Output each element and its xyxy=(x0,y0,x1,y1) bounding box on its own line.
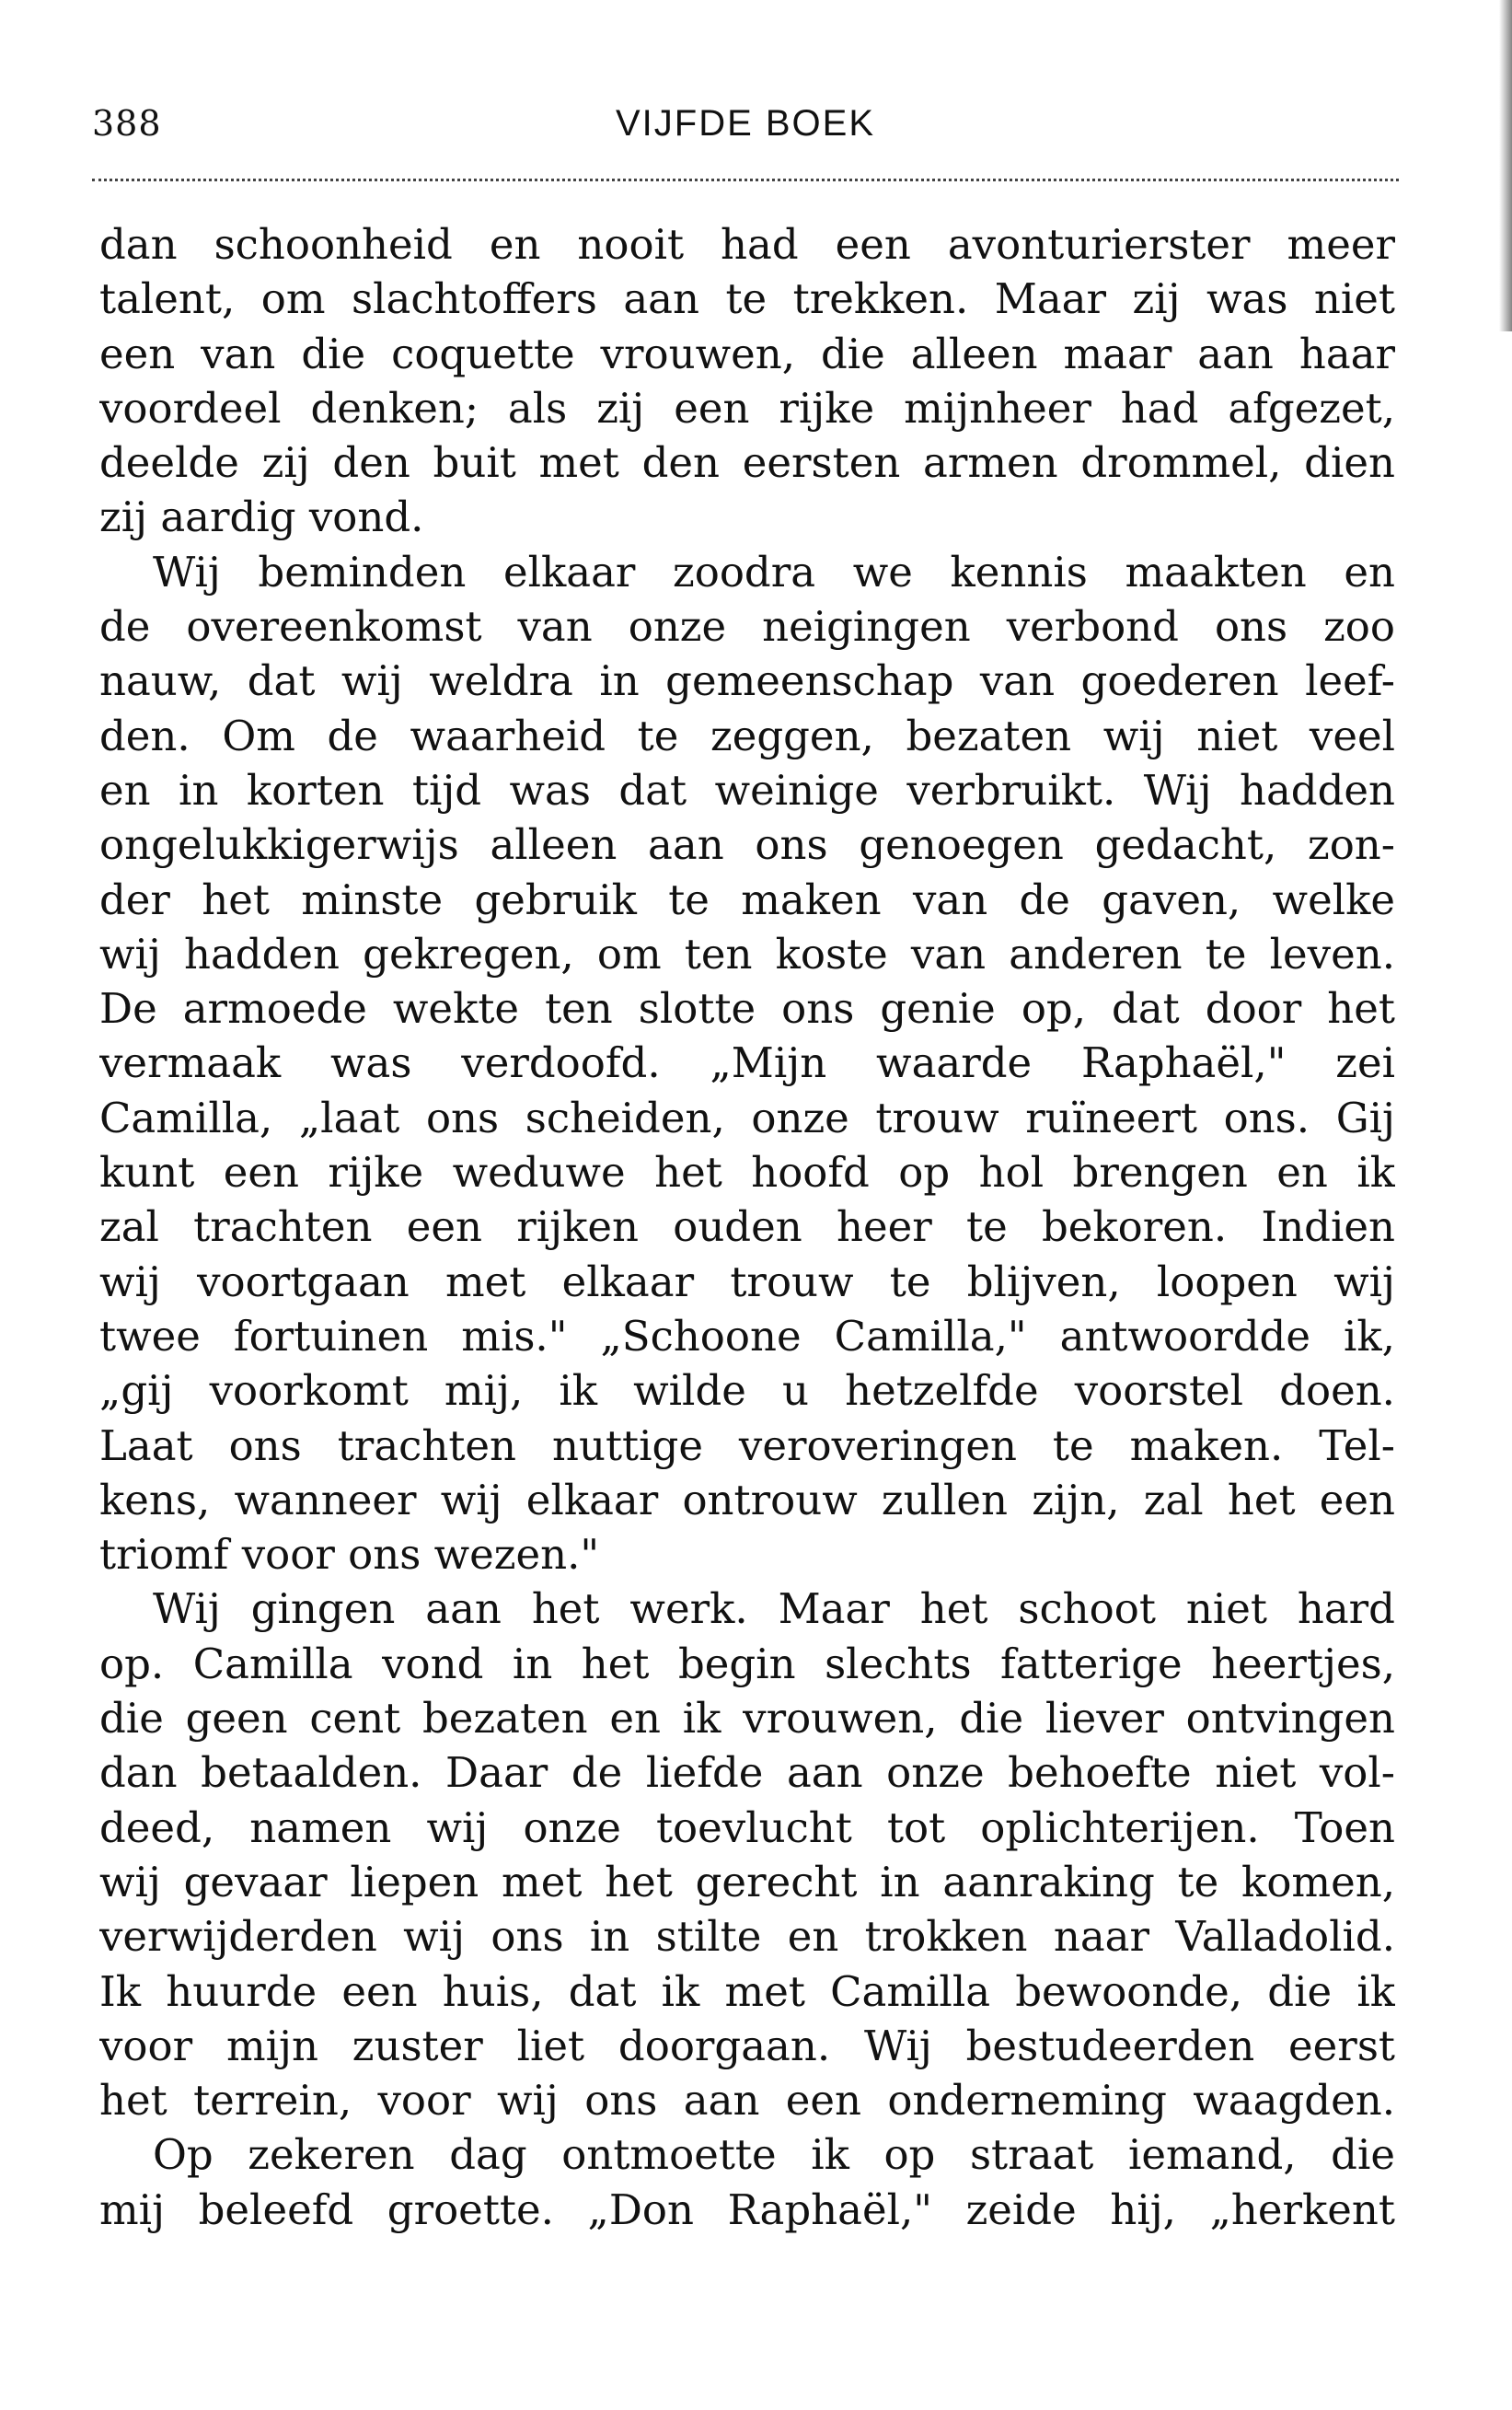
text-line: mij beleefd groette. „Don Raphaël," zeide hij, „herkent xyxy=(99,2184,1395,2234)
text-line: kunt een rijke weduwe het hoofd op hol brengen en ik xyxy=(99,1148,1395,1198)
text-line: nauw, dat wij weldra in gemeenschap van goederen leef- xyxy=(99,656,1395,706)
text-line: talent, om slachtoffers aan te trekken. Maar zij was niet xyxy=(99,274,1395,324)
text-line: de overeenkomst van onze neigingen verbond ons zoo xyxy=(99,602,1395,652)
text-line: voor mijn zuster liet doorgaan. Wij bestudeerden eerst xyxy=(99,2021,1395,2070)
text-line: dan schoonheid en nooit had een avonturierster meer xyxy=(99,220,1395,269)
text-line: en in korten tijd was dat weinige verbruikt. Wij hadden xyxy=(99,765,1395,815)
text-line: wij gevaar liepen met het gerecht in aanraking te komen, xyxy=(99,1857,1395,1906)
text-line: Laat ons trachten nuttige veroveringen te maken. Tel- xyxy=(99,1420,1395,1470)
running-title: VIJFDE BOEK xyxy=(615,103,876,144)
text-line: op. Camilla vond in het begin slechts fatterige heertjes, xyxy=(99,1639,1395,1688)
text-line: verwijderden wij ons in stilte en trokken naar Valladolid. xyxy=(99,1912,1395,1962)
page-header xyxy=(92,103,1399,158)
text-line: zij aardig vond. xyxy=(99,492,424,542)
text-line: vermaak was verdoofd. „Mijn waarde Raphaël," zei xyxy=(99,1038,1395,1088)
text-line: deelde zij den buit met den eersten armen drommel, dien xyxy=(99,438,1395,488)
text-line: twee fortuinen mis." „Schoone Camilla," antwoordde ik, xyxy=(99,1311,1395,1361)
text-line: Camilla, „laat ons scheiden, onze trouw ruïneert ons. Gij xyxy=(99,1093,1395,1142)
text-line: wij hadden gekregen, om ten koste van anderen te leven. xyxy=(99,929,1395,979)
text-line: „gij voorkomt mij, ik wilde u hetzelfde voorstel doen. xyxy=(99,1366,1395,1416)
text-line: deed, namen wij onze toevlucht tot oplichterijen. Toen xyxy=(99,1802,1395,1852)
text-line: voordeel denken; als zij een rijke mijnheer had afgezet, xyxy=(99,383,1395,433)
text-line: die geen cent bezaten en ik vrouwen, die liever ontvingen xyxy=(99,1694,1395,1744)
text-line: dan betaalden. Daar de liefde aan onze behoefte niet vol- xyxy=(99,1748,1395,1798)
text-line: een van die coquette vrouwen, die alleen maar aan haar xyxy=(99,329,1395,378)
text-line: Op zekeren dag ontmoette ik op straat iemand, die xyxy=(153,2130,1395,2180)
text-line: Ik huurde een huis, dat ik met Camilla bewoonde, die ik xyxy=(99,1966,1395,2016)
text-line: Wij beminden elkaar zoodra we kennis maakten en xyxy=(153,547,1395,597)
body-text xyxy=(99,217,1395,2237)
text-line: den. Om de waarheid te zeggen, bezaten wij niet veel xyxy=(99,711,1395,760)
text-line: Wij gingen aan het werk. Maar het schoot niet hard xyxy=(153,1584,1395,1634)
page-number: 388 xyxy=(92,103,162,144)
text-line: der het minste gebruik te maken van de gaven, welke xyxy=(99,875,1395,924)
header-dotted-rule xyxy=(92,179,1399,181)
text-line: wij voortgaan met elkaar trouw te blijven, loopen wij xyxy=(99,1257,1395,1306)
text-line: het terrein, voor wij ons aan een onderneming waagden. xyxy=(99,2076,1395,2126)
text-line: kens, wanneer wij elkaar ontrouw zullen zijn, zal het een xyxy=(99,1475,1395,1524)
text-line: De armoede wekte ten slotte ons genie op, dat door het xyxy=(99,984,1395,1034)
scan-edge-shadow xyxy=(1499,0,1512,331)
text-line: zal trachten een rijken ouden heer te bekoren. Indien xyxy=(99,1202,1395,1252)
text-line: triomf voor ons wezen." xyxy=(99,1530,600,1580)
text-line: ongelukkigerwijs alleen aan ons genoegen gedacht, zon- xyxy=(99,820,1395,870)
